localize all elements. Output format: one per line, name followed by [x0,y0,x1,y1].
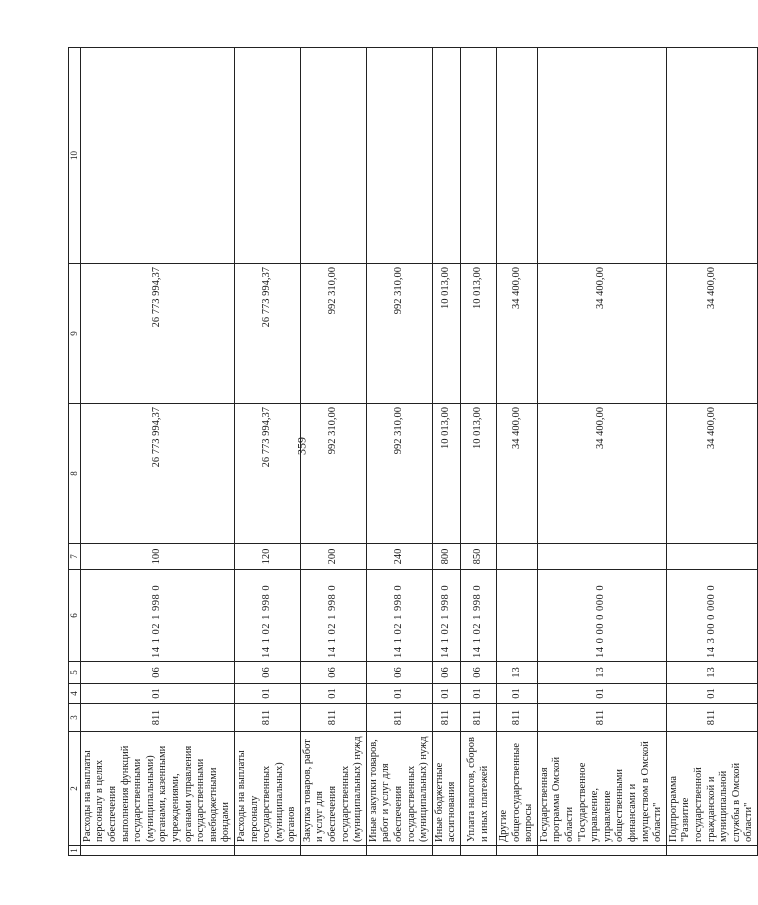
row-index-cell [537,846,666,856]
col-header-3: 3 [69,704,81,732]
col-header-2: 2 [69,732,81,846]
row-name: Государственная программа Омской области "Государственное управление, управление общественными финансами и имуществом в Омской области" [537,732,666,846]
row-csr: 14 1 02 1 998 0 [80,570,234,662]
row-index-cell [497,846,538,856]
col-header-8: 8 [69,404,81,544]
row-rz: 01 [461,684,497,704]
row-name: Иные закупки товаров, работ и услуг для обеспечения государственных (муниципальных) нужд [366,732,432,846]
col-header-4: 4 [69,684,81,704]
row-sum3 [537,48,666,264]
row-rz: 01 [366,684,432,704]
row-vr [666,544,757,570]
row-sum1: 34 400,00 [497,404,538,544]
row-sum2: 992 310,00 [300,264,366,404]
row-csr: 14 1 02 1 998 0 [432,570,460,662]
row-csr [497,570,538,662]
rotated-table-wrapper [68,48,755,856]
row-sum3 [366,48,432,264]
row-csr: 14 3 00 0 000 0 [666,570,757,662]
column-number-row [69,48,81,856]
table-row [234,48,300,856]
row-pr: 06 [300,662,366,684]
table-row [432,48,460,856]
row-csr: 14 1 02 1 998 0 [366,570,432,662]
row-index-cell [300,846,366,856]
row-csr: 14 0 00 0 000 0 [537,570,666,662]
row-index-cell [234,846,300,856]
col-header-6: 6 [69,570,81,662]
row-vr [497,544,538,570]
row-name: Подпрограмма "Развитие государственной гражданской и муниципальной службы в Омской области" [666,732,757,846]
row-pr: 06 [432,662,460,684]
row-rz: 01 [234,684,300,704]
table-row [537,48,666,856]
row-sum1: 26 773 994,37 [80,404,234,544]
row-vr: 850 [461,544,497,570]
row-grbs: 811 [234,704,300,732]
row-sum2: 10 013,00 [432,264,460,404]
row-index-cell [432,846,460,856]
row-rz: 01 [300,684,366,704]
row-csr: 14 1 02 1 998 0 [461,570,497,662]
row-pr: 06 [461,662,497,684]
col-header-5: 5 [69,662,81,684]
row-name: Уплата налогов, сборов и иных платежей [461,732,497,846]
row-rz: 01 [666,684,757,704]
row-csr: 14 1 02 1 998 0 [300,570,366,662]
page-number: 359 [294,437,309,455]
row-sum3 [300,48,366,264]
row-grbs: 811 [461,704,497,732]
row-sum1: 34 400,00 [666,404,757,544]
row-index-cell [80,846,234,856]
col-header-7: 7 [69,544,81,570]
table-row [300,48,366,856]
row-sum3 [666,48,757,264]
row-sum2: 34 400,00 [666,264,757,404]
row-rz: 01 [80,684,234,704]
row-grbs: 811 [432,704,460,732]
row-grbs: 811 [300,704,366,732]
table-row [366,48,432,856]
table-row [497,48,538,856]
row-pr: 13 [537,662,666,684]
row-index-cell [461,846,497,856]
row-sum3 [234,48,300,264]
row-vr: 800 [432,544,460,570]
col-header-10: 10 [69,48,81,264]
col-header-1: 1 [69,846,81,856]
row-name: Расходы на выплаты персоналу в целях обеспечения выполнения функций государственными (муниципальными) органами, казенными учреждениями, органами управления государственными внебюджетными фондами [80,732,234,846]
row-sum1: 26 773 994,37 [234,404,300,544]
row-vr [537,544,666,570]
row-rz: 01 [432,684,460,704]
row-pr: 13 [666,662,757,684]
col-header-9: 9 [69,264,81,404]
row-vr: 120 [234,544,300,570]
row-vr: 100 [80,544,234,570]
row-grbs: 811 [537,704,666,732]
table-row [461,48,497,856]
row-sum1: 992 310,00 [366,404,432,544]
row-sum3 [432,48,460,264]
row-pr: 06 [366,662,432,684]
row-sum3 [80,48,234,264]
row-grbs: 811 [80,704,234,732]
row-sum2: 10 013,00 [461,264,497,404]
row-sum3 [461,48,497,264]
row-sum2: 34 400,00 [537,264,666,404]
row-sum2: 992 310,00 [366,264,432,404]
row-sum1: 10 013,00 [432,404,460,544]
budget-table [68,47,758,856]
row-sum1: 34 400,00 [537,404,666,544]
row-sum2: 26 773 994,37 [234,264,300,404]
row-name: Закупка товаров, работ и услуг для обеспечения государственных (муниципальных) нужд [300,732,366,846]
row-sum2: 34 400,00 [497,264,538,404]
row-pr: 06 [234,662,300,684]
row-grbs: 811 [366,704,432,732]
row-grbs: 811 [497,704,538,732]
row-name: Расходы на выплаты персоналу государственных (муниципальных) органов [234,732,300,846]
row-pr: 06 [80,662,234,684]
row-rz: 01 [537,684,666,704]
row-grbs: 811 [666,704,757,732]
row-sum1: 10 013,00 [461,404,497,544]
row-index-cell [666,846,757,856]
table-row [80,48,234,856]
row-sum2: 26 773 994,37 [80,264,234,404]
row-pr: 13 [497,662,538,684]
row-csr: 14 1 02 1 998 0 [234,570,300,662]
row-rz: 01 [497,684,538,704]
row-vr: 200 [300,544,366,570]
row-name: Другие общегосударственные вопросы [497,732,538,846]
table-row [666,48,757,856]
row-sum1: 992 310,00 [300,404,366,544]
row-vr: 240 [366,544,432,570]
row-sum3 [497,48,538,264]
row-name: Иные бюджетные ассигнования [432,732,460,846]
row-index-cell [366,846,432,856]
